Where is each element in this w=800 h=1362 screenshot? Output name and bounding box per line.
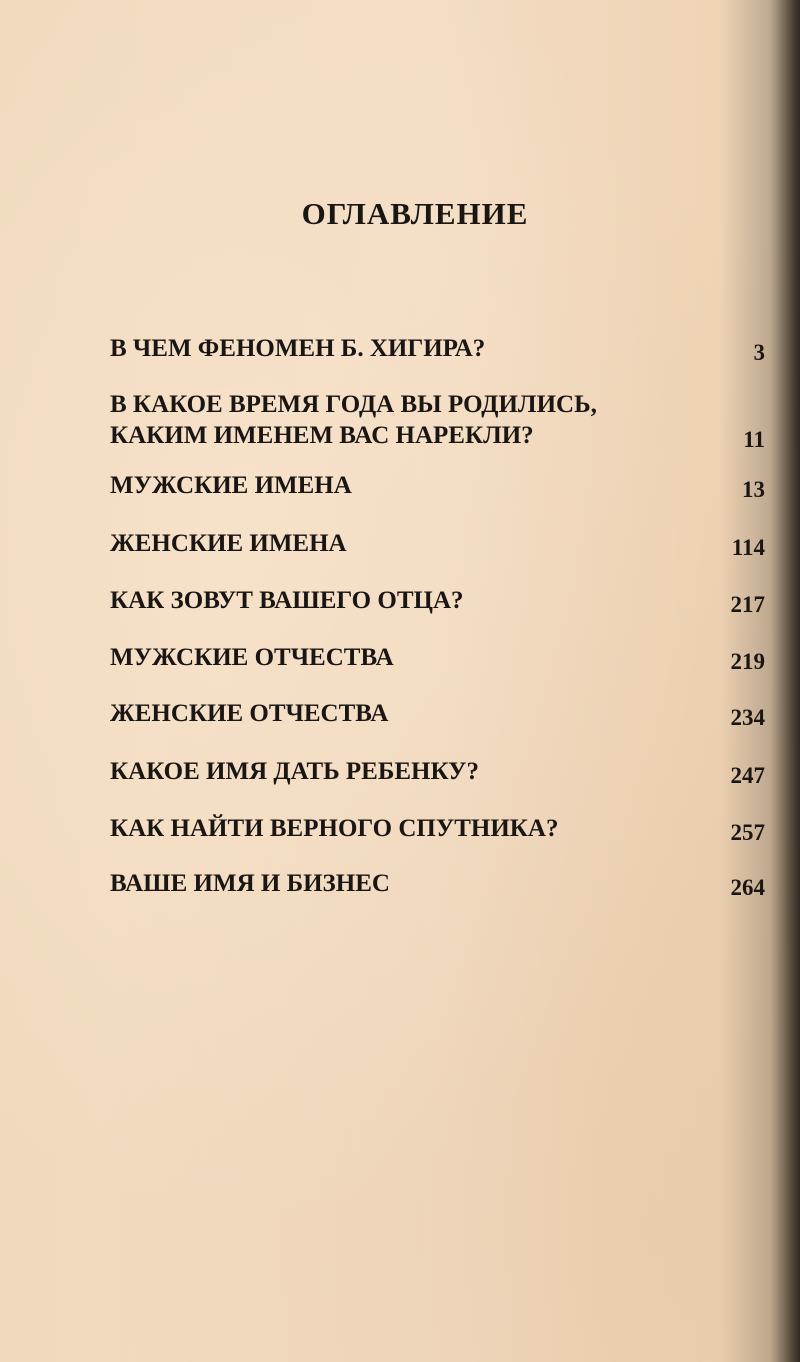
toc-entry	[110, 813, 765, 844]
toc-entry	[110, 642, 765, 673]
toc-entry	[110, 528, 765, 559]
toc-entry-page: 11	[743, 427, 765, 452]
toc-entry-title: ЖЕНСКИЕ ОТЧЕСТВА	[110, 700, 389, 727]
toc-entry	[110, 585, 765, 616]
toc-entry	[110, 389, 765, 451]
toc-entry	[110, 470, 765, 501]
toc-entry	[110, 333, 765, 364]
toc-entry-page: 264	[730, 875, 765, 900]
toc-entry-title: ЖЕНСКИЕ ИМЕНА	[110, 530, 347, 557]
toc-entry-title: КАК ЗОВУТ ВАШЕГО ОТЦА?	[110, 587, 464, 614]
toc-entry-title: КАКОЕ ИМЯ ДАТЬ РЕБЕНКУ?	[110, 758, 479, 785]
toc-entry-page: 114	[731, 535, 765, 560]
toc-entry-page: 217	[730, 592, 765, 617]
toc-entry-title: ВАШЕ ИМЯ И БИЗНЕС	[110, 870, 390, 897]
toc-entry	[110, 868, 765, 899]
toc-entry-page: 3	[753, 340, 765, 365]
toc-entry-page: 257	[730, 820, 765, 845]
toc-entry-page: 219	[730, 649, 765, 674]
toc-entry-title: МУЖСКИЕ ИМЕНА	[110, 472, 352, 499]
toc-entry-title: КАК НАЙТИ ВЕРНОГО СПУТНИКА?	[110, 815, 559, 842]
toc-entry-title-line1: В КАКОЕ ВРЕМЯ ГОДА ВЫ РОДИЛИСЬ,	[110, 391, 597, 418]
toc-entry-title-line2: КАКИМ ИМЕНЕМ ВАС НАРЕКЛИ?	[110, 422, 534, 449]
toc-entry-title: МУЖСКИЕ ОТЧЕСТВА	[110, 644, 394, 671]
toc-entry-page: 13	[742, 477, 765, 502]
toc-entry-page: 234	[730, 705, 765, 730]
page-title: ОГЛАВЛЕНИЕ	[301, 196, 529, 231]
toc-entry-page: 247	[730, 763, 765, 788]
toc-entry	[110, 698, 765, 729]
toc-entry-title: В ЧЕМ ФЕНОМЕН Б. ХИГИРА?	[110, 335, 486, 362]
toc-entry	[110, 756, 765, 787]
